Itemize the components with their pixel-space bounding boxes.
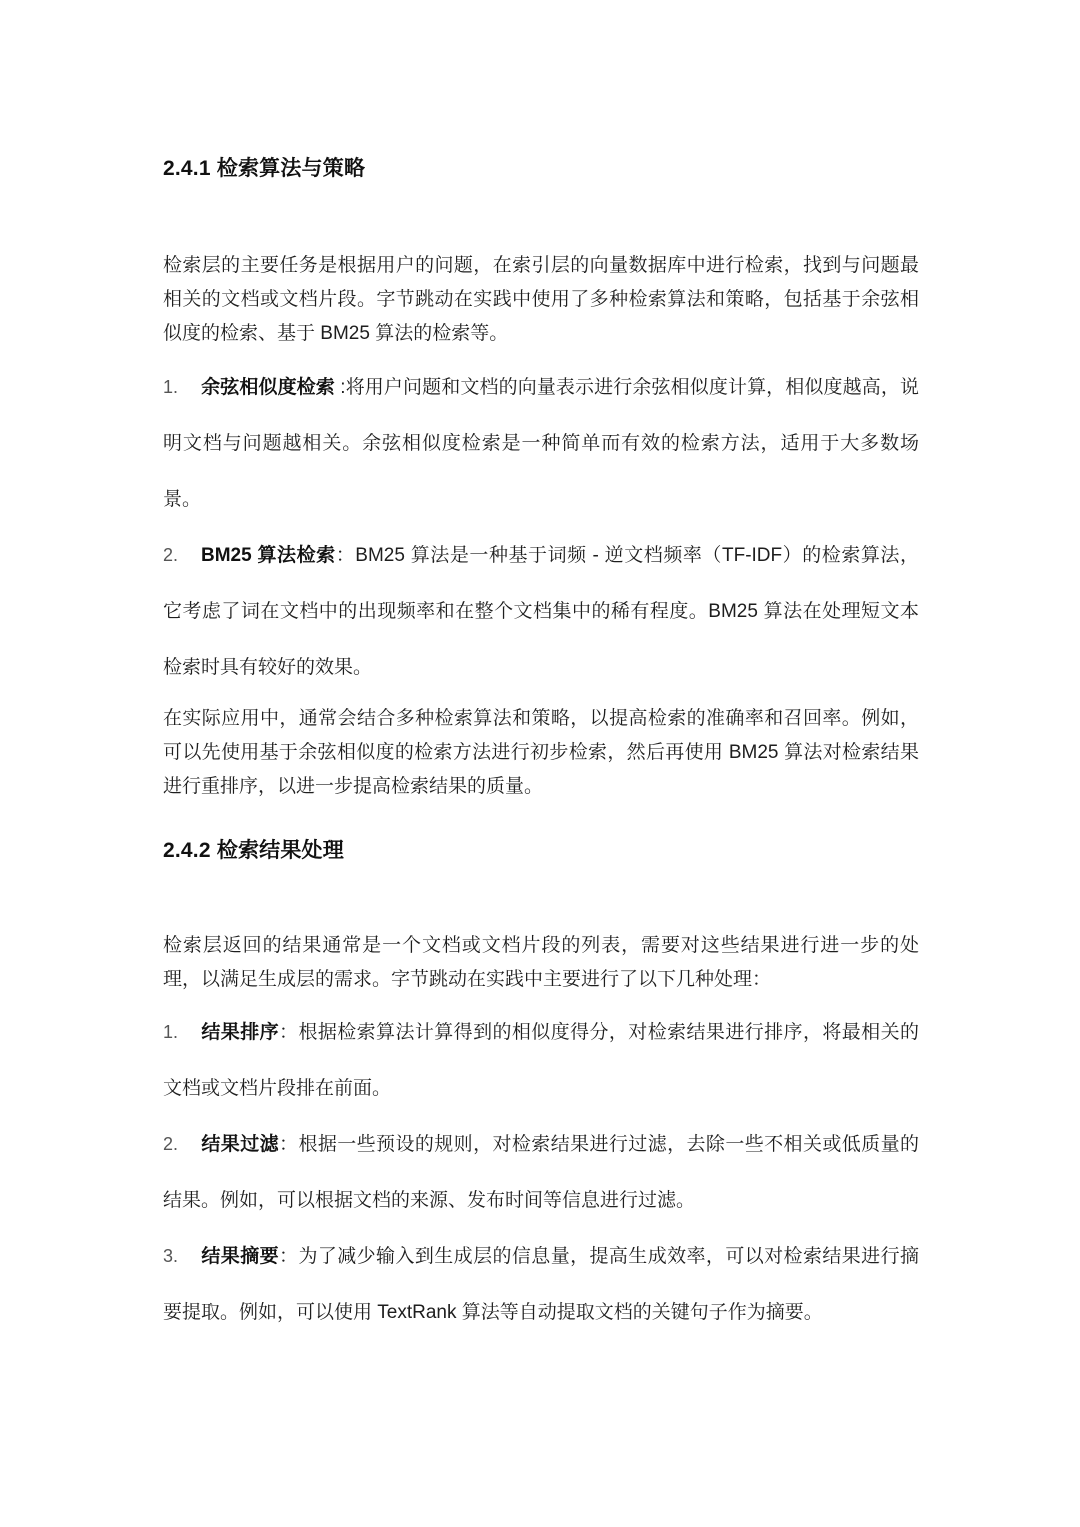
- section-2-4-2-intro: 检索层返回的结果通常是一个文档或文档片段的列表，需要对这些结果进行进一步的处理，以满足生成层的需求。字节跳动在实践中主要进行了以下几种处理：: [163, 935, 919, 990]
- list-item-title: 余弦相似度检索: [201, 377, 335, 398]
- list-item-text: BM25 算法是一种基于词频 - 逆文档频率（TF-IDF）的检索算法，它考虑了词在文档中的出现频率和在整个文档集中的稀有程度。BM25 算法在处理短文本检索时具有较好的效果。: [163, 545, 919, 678]
- list-item-text: 将用户问题和文档的向量表示进行余弦相似度计算，相似度越高，说明文档与问题越相关。余弦相似度检索是一种简单而有效的检索方法，适用于大多数场景。: [163, 377, 919, 510]
- section-2-4-1-intro: 检索层的主要任务是根据用户的问题，在索引层的向量数据库中进行检索，找到与问题最相关的文档或文档片段。字节跳动在实践中使用了多种检索算法和策略，包括基于余弦相似度的检索、基于 BM25 算法的检索等。: [163, 255, 919, 344]
- list-number: 1.: [163, 377, 179, 397]
- list-item-bm25: [163, 527, 919, 696]
- list-item-text: 根据一些预设的规则，对检索结果进行过滤，去除一些不相关或低质量的结果。例如，可以根据文档的来源、发布时间等信息进行过滤。: [163, 1134, 919, 1211]
- list-item-separator: ：: [335, 545, 356, 566]
- section-2-4-1-outro: 在实际应用中，通常会结合多种检索算法和策略，以提高检索的准确率和召回率。例如，可以先使用基于余弦相似度的检索方法进行初步检索，然后再使用 BM25 算法对检索结果进行重排序，以进一步提高检索结果的质量。: [163, 708, 919, 797]
- list-number: 1.: [163, 1022, 179, 1042]
- list-item-separator: ：: [279, 1246, 299, 1267]
- list-item-separator: :: [334, 377, 346, 398]
- list-item-title: BM25 算法检索: [201, 545, 336, 566]
- list-number: 2.: [163, 545, 179, 565]
- list-number: 2.: [163, 1134, 179, 1154]
- list-item-title: 结果过滤: [201, 1134, 280, 1155]
- list-item-title: 结果摘要: [201, 1246, 280, 1267]
- section-heading-2-4-1: 2.4.1 检索算法与策略: [163, 157, 366, 180]
- list-item-title: 结果排序: [201, 1022, 280, 1043]
- list-item-filter: [163, 1116, 919, 1229]
- list-item-sort: [163, 1004, 919, 1117]
- list-item-text: 根据检索算法计算得到的相似度得分，对检索结果进行排序，将最相关的文档或文档片段排在前面。: [163, 1022, 919, 1099]
- list-item-text: 为了减少输入到生成层的信息量，提高生成效率，可以对检索结果进行摘要提取。例如，可以使用 TextRank 算法等自动提取文档的关键句子作为摘要。: [163, 1246, 919, 1323]
- list-item-separator: ：: [279, 1022, 299, 1043]
- list-number: 3.: [163, 1246, 179, 1266]
- list-item-summary: [163, 1228, 919, 1341]
- list-item-separator: ：: [279, 1134, 299, 1155]
- section-heading-2-4-2: 2.4.2 检索结果处理: [163, 839, 344, 862]
- list-item-cosine: [163, 359, 919, 528]
